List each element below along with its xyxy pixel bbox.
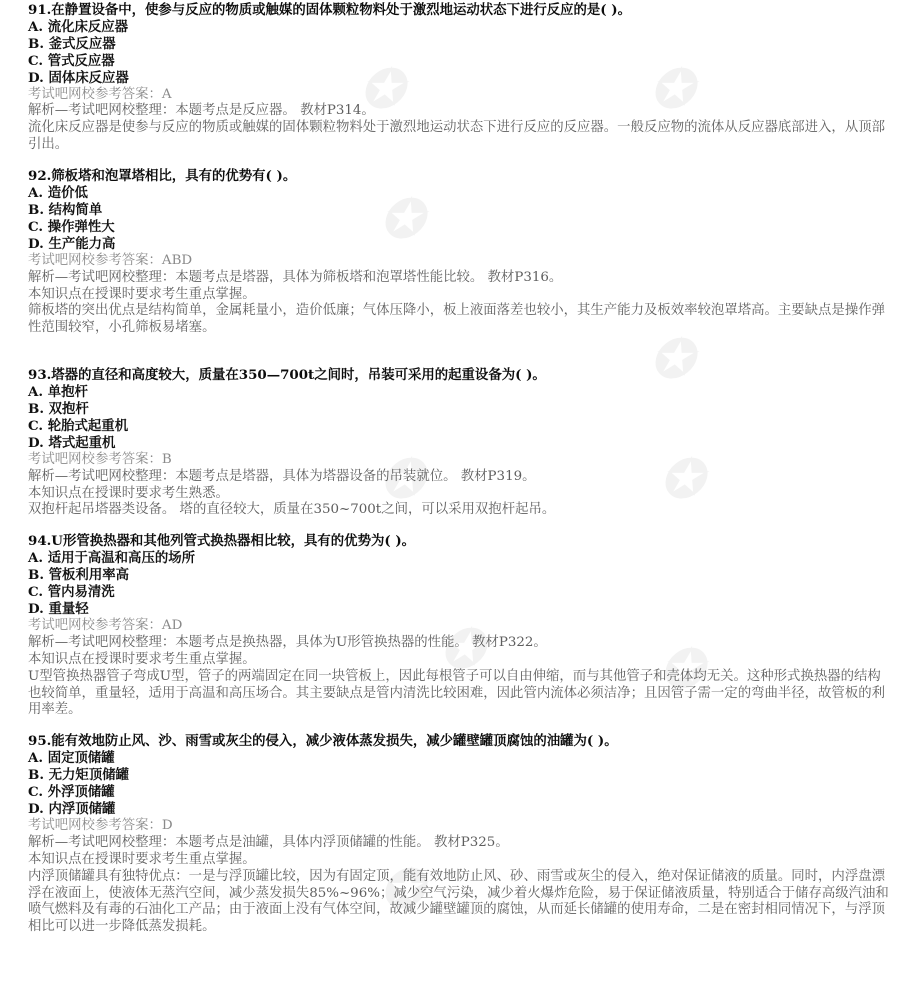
explanation-text: 双抱杆起吊塔器类设备。 塔的直径较大，质量在350~700t之间，可以采用双抱杆起吊。	[28, 502, 556, 518]
watermark: ✪	[660, 641, 704, 699]
option-a: A. 单抱杆	[28, 384, 88, 401]
watermark: ✪	[440, 621, 484, 679]
question-92	[28, 168, 894, 337]
option-c: C. 轮胎式起重机	[28, 417, 129, 434]
watermark: ✪	[650, 61, 694, 119]
knowledge-note: 本知识点在授课时要求考生重点掌握。	[28, 286, 256, 302]
option-b: B. 管板利用率高	[28, 567, 129, 584]
knowledge-note: 本知识点在授课时要求考生重点掌握。	[28, 851, 256, 867]
analysis-line: 解析—考试吧网校整理：本题考点是塔器，具体为塔器设备的吊装就位。 教材P319。	[28, 468, 536, 484]
question-stem: 91.在静置设备中，使参与反应的物质或触媒的固体颗粒物料处于激烈地运动状态下进行反应的是( )。	[28, 2, 632, 18]
watermark: ✪	[650, 331, 694, 389]
option-a: A. 流化床反应器	[28, 18, 129, 35]
question-91	[28, 2, 894, 154]
watermark: ✪	[380, 861, 424, 919]
analysis-line: 解析—考试吧网校整理：本题考点是油罐，具体内浮顶储罐的性能。 教材P325。	[28, 834, 509, 850]
analysis-line: 解析—考试吧网校整理：本题考点是塔器，具体为筛板塔和泡罩塔性能比较。 教材P316。	[28, 269, 563, 285]
question-stem: 94.U形管换热器和其他列管式换热器相比较，具有的优势为( )。	[28, 533, 416, 550]
option-b: B. 釜式反应器	[28, 35, 116, 52]
option-c: C. 操作弹性大	[28, 218, 115, 235]
option-d: D. 重量轻	[28, 601, 89, 617]
question-stem: 92.筛板塔和泡罩塔相比，具有的优势有( )。	[28, 168, 297, 185]
question-stem: 93.塔器的直径和高度较大，质量在350—700t之间时，吊装可采用的起重设备为( )。	[28, 367, 546, 384]
document-page	[28, 2, 894, 936]
option-c: C. 管式反应器	[28, 52, 115, 69]
question-95	[28, 733, 894, 936]
option-b: B. 双抱杆	[28, 401, 89, 418]
explanation-text: 流化床反应器是使参与反应的物质或触媒的固体颗粒物料处于激烈地运动状态下进行反应的反应器。一般反应物的流体从反应器底部进入，从顶部引出。	[28, 120, 885, 153]
watermark: ✪	[380, 451, 424, 509]
option-d: D. 固体床反应器	[28, 69, 129, 86]
reference-answer: 考试吧网校参考答案：ABD	[28, 252, 193, 268]
question-stem: 95.能有效地防止风、沙、雨雪或灰尘的侵入，减少液体蒸发损失，减少罐壁罐顶腐蚀的油罐为( )。	[28, 733, 618, 750]
option-c: C. 外浮顶储罐	[28, 784, 115, 801]
analysis-line: 解析—考试吧网校整理：本题考点是换热器，具体为U形管换热器的性能。 教材P322。	[28, 634, 547, 650]
reference-answer: 考试吧网校参考答案：A	[28, 86, 172, 102]
option-a: A. 造价低	[28, 185, 88, 202]
watermark: ✪	[660, 451, 704, 509]
explanation-text: 内浮顶储罐具有独特优点：一是与浮顶罐比较，因为有固定顶，能有效地防止风、砂、雨雪或灰尘的侵入，绝对保证储液的质量。同时，内浮盘漂浮在液面上，使液体无蒸汽空间，减少蒸发损失85%~96%；减少空气污染，减少着火爆炸危险，易于保证储液质量，特别适合于储存高级汽油和喷气燃料及有毒的石油化工产品；由于液面上没有气体空间，故减少罐壁罐顶的腐蚀，从而延长储罐的使用寿命，二是在密封相同情况下，与浮顶相比可以进一步降低蒸发损耗。	[28, 868, 889, 935]
knowledge-note: 本知识点在授课时要求考生重点掌握。	[28, 651, 256, 667]
option-d: D. 生产能力高	[28, 235, 116, 252]
option-b: B. 结构简单	[28, 201, 103, 218]
option-d: D. 塔式起重机	[28, 434, 116, 451]
watermark: ✪	[380, 191, 424, 249]
reference-answer: 考试吧网校参考答案：AD	[28, 617, 183, 633]
knowledge-note: 本知识点在授课时要求考生熟悉。	[28, 485, 229, 501]
question-93	[28, 367, 894, 519]
option-a: A. 适用于高温和高压的场所	[28, 550, 196, 567]
option-c: C. 管内易清洗	[28, 584, 115, 601]
option-a: A. 固定顶储罐	[28, 750, 115, 767]
reference-answer: 考试吧网校参考答案：D	[28, 817, 173, 833]
explanation-text: U型管换热器管子弯成U型，管子的两端固定在同一块管板上，因此每根管子可以自由伸缩，而与其他管子和壳体均无关。这种形式换热器的结构也较简单，重量轻，适用于高温和高压场合。其主要缺点是管内清洗比较困难，因此管内流体必须洁净；且因管子需一定的弯曲半径，故管板的利用率差。	[28, 668, 885, 718]
explanation-text: 筛板塔的突出优点是结构简单，金属耗量小，造价低廉；气体压降小，板上液面落差也较小，其生产能力及板效率较泡罩塔高。主要缺点是操作弹性范围较窄，小孔筛板易堵塞。	[28, 303, 885, 336]
reference-answer: 考试吧网校参考答案：B	[28, 451, 172, 467]
question-94	[28, 533, 894, 719]
option-b: B. 无力矩顶储罐	[28, 767, 129, 784]
option-d: D. 内浮顶储罐	[28, 800, 116, 817]
analysis-line: 解析—考试吧网校整理：本题考点是反应器。 教材P314。	[28, 103, 375, 119]
watermark: ✪	[360, 61, 404, 119]
